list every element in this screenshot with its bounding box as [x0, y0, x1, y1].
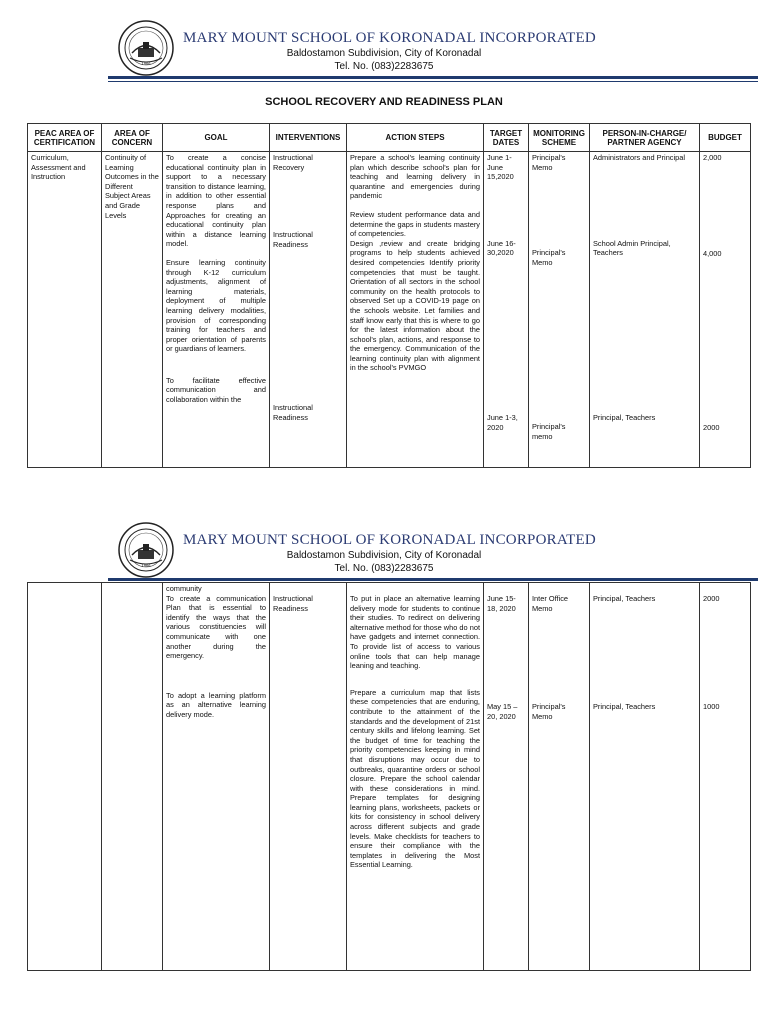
table-row — [28, 583, 751, 971]
goal-text: Ensure learning continuity through K-12 curriculum adjustments, alignment of learning materials, deployment of multiple learning delivery modalities, provision of corresponding training for teachers and proper orientation of parents or guardians of learners. — [166, 257, 266, 354]
school-tel: Tel. No. (083)2283675 — [334, 563, 434, 574]
school-address: Baldostamon Subdivision, City of Koronadal — [286, 550, 482, 561]
pic-text: Principal, Teachers — [593, 594, 656, 603]
svg-text:1966: 1966 — [141, 563, 151, 568]
col-goal: GOAL — [163, 124, 270, 152]
school-address: Baldostamon Subdivision, City of Koronadal — [286, 48, 482, 59]
pic-text: Principal, Teachers — [593, 412, 656, 422]
budget-cell — [700, 152, 751, 468]
monitoring-text: Principal's memo — [532, 422, 566, 441]
target-dates-cell — [484, 583, 529, 971]
action-text: To put in place an alternative learning delivery mode for students to continue their studies. To redirect on delivering alternative method for those who do not have gadgets and internet connection. To provide list of access to various online tools that can help manage leaning and teaching. — [350, 594, 480, 671]
budget-text: 2000 — [703, 423, 720, 433]
table-row — [28, 152, 751, 468]
date-text: June 15- 18, 2020 — [487, 594, 516, 613]
col-person-in-charge: PERSON-IN-CHARGE/ PARTNER AGENCY — [590, 124, 700, 152]
goal-text: To create a communication Plan that is essential to identify the ways that the various constituencies will communicate with one another during the emergency. — [166, 593, 266, 661]
date-text: June 1- June 15,2020 — [487, 153, 514, 182]
budget-text: 2,000 — [703, 153, 722, 162]
goal-text: To facilitate effective communication and collaboration within the — [166, 375, 266, 405]
peac-cell — [28, 152, 102, 468]
budget-text: 2000 — [703, 594, 720, 603]
date-text: May 15 – 20, 2020 — [487, 702, 518, 721]
table-header-row — [28, 124, 751, 152]
concern-text: Continuity of Learning Outcomes in the Different Subject Areas and Grade Levels — [105, 153, 159, 220]
col-interventions: INTERVENTIONS — [270, 124, 347, 152]
svg-text:1966: 1966 — [141, 61, 151, 66]
peac-text: Curriculum, Assessment and Instruction — [31, 153, 86, 182]
goal-text: To create a concise educational continuity plan in support to a necessary transition to distance learning, in addition to other essential response plans and Approaches for creating an educational continuity plan within a distance learning model. — [166, 153, 266, 249]
col-target-dates: TARGET DATES — [484, 124, 529, 152]
date-text: June 16- 30,2020 — [487, 238, 516, 258]
monitoring-text: Principal's Memo — [532, 248, 566, 267]
col-concern: AREA OF CONCERN — [102, 124, 163, 152]
header-rule — [108, 578, 758, 581]
monitoring-text: Principal's Memo — [532, 153, 566, 172]
page1-header — [0, 18, 768, 98]
budget-text: 4,000 — [703, 248, 722, 258]
budget-cell — [700, 583, 751, 971]
col-peac: PEAC AREA OF CERTIFICATION — [28, 124, 102, 152]
goal-cell — [163, 583, 270, 971]
header-rule-thin — [108, 81, 758, 82]
header-rule — [108, 76, 758, 79]
col-action-steps: ACTION STEPS — [347, 124, 484, 152]
page-break — [0, 478, 768, 496]
intervention-text: Instructional Readiness — [273, 594, 313, 613]
intervention-text: Instructional Readiness — [273, 230, 313, 249]
action-text: Prepare a school's learning continuity plan which describe school's plan for teaching and learning delivery in quarantine and emergencies during pandemic — [350, 153, 480, 201]
monitoring-text: Principal's Memo — [532, 702, 566, 721]
monitoring-cell — [529, 583, 590, 971]
person-in-charge-cell — [590, 152, 700, 468]
action-steps-cell — [347, 583, 484, 971]
col-monitoring: MONITORING SCHEME — [529, 124, 590, 152]
monitoring-cell — [529, 152, 590, 468]
action-text: Prepare a curriculum map that lists these competencies that are enduring, contribute to the attainment of the standards and the development of 21st century skills and lifelong learning. Set the budget of time for teaching the priority competencies keeping in mind that disruptions may occur due to outbreaks, quarantine orders or school closure. Prepare the school calendar with these considerations in mind. Prepare templates for designing learning plans, worksheets, packets or kits for consistency in school delivery across different subjects and grade levels. Make checklists for teachers to ensure their compliance with the templates in delivering the Most Essential Learning. — [350, 687, 480, 870]
goal-text: community — [166, 584, 202, 593]
target-dates-cell — [484, 152, 529, 468]
pic-text: Principal, Teachers — [593, 701, 656, 711]
action-text: Design ,review and create bridging programs to help students achieved desired competencies Identify priority competencies that must be taught. Orientation of all sectors in the school community on the health protocols to observed Set up a COVID-19 page on the schools website. Let families and staff know early that this is where to go for the latest information about the school's plan, actions, and response to the emergency. Communication of the learning continuity plan with alignment in the school's PVMGO — [350, 238, 480, 373]
school-tel: Tel. No. (083)2283675 — [334, 61, 434, 72]
concern-cell — [102, 152, 163, 468]
person-in-charge-cell — [590, 583, 700, 971]
date-text: June 1-3, 2020 — [487, 412, 518, 432]
goal-text: To adopt a learning platform as an alternative learning delivery mode. — [166, 690, 266, 719]
plan-table-page1 — [27, 123, 751, 468]
document-title: SCHOOL RECOVERY AND READINESS PLAN — [265, 96, 503, 108]
plan-table-page2 — [27, 582, 751, 971]
action-steps-cell — [347, 152, 484, 468]
intervention-text: Instructional Recovery — [273, 153, 313, 172]
school-name: MARY MOUNT SCHOOL OF KORONADAL INCORPORATED — [183, 532, 596, 548]
monitoring-text: Inter Office Memo — [532, 594, 569, 613]
budget-text: 1000 — [703, 701, 720, 711]
pic-text: Administrators and Principal — [593, 153, 686, 162]
goal-cell — [163, 152, 270, 468]
interventions-cell — [270, 583, 347, 971]
pic-text: School Admin Principal, Teachers — [593, 238, 671, 258]
interventions-cell — [270, 152, 347, 468]
concern-cell — [102, 583, 163, 971]
peac-cell — [28, 583, 102, 971]
school-name: MARY MOUNT SCHOOL OF KORONADAL INCORPORATED — [183, 30, 596, 46]
action-text: Review student performance data and determine the gaps in students mastery of competencies. — [350, 209, 480, 239]
col-budget: BUDGET — [700, 124, 751, 152]
intervention-text: Instructional Readiness — [273, 403, 313, 422]
